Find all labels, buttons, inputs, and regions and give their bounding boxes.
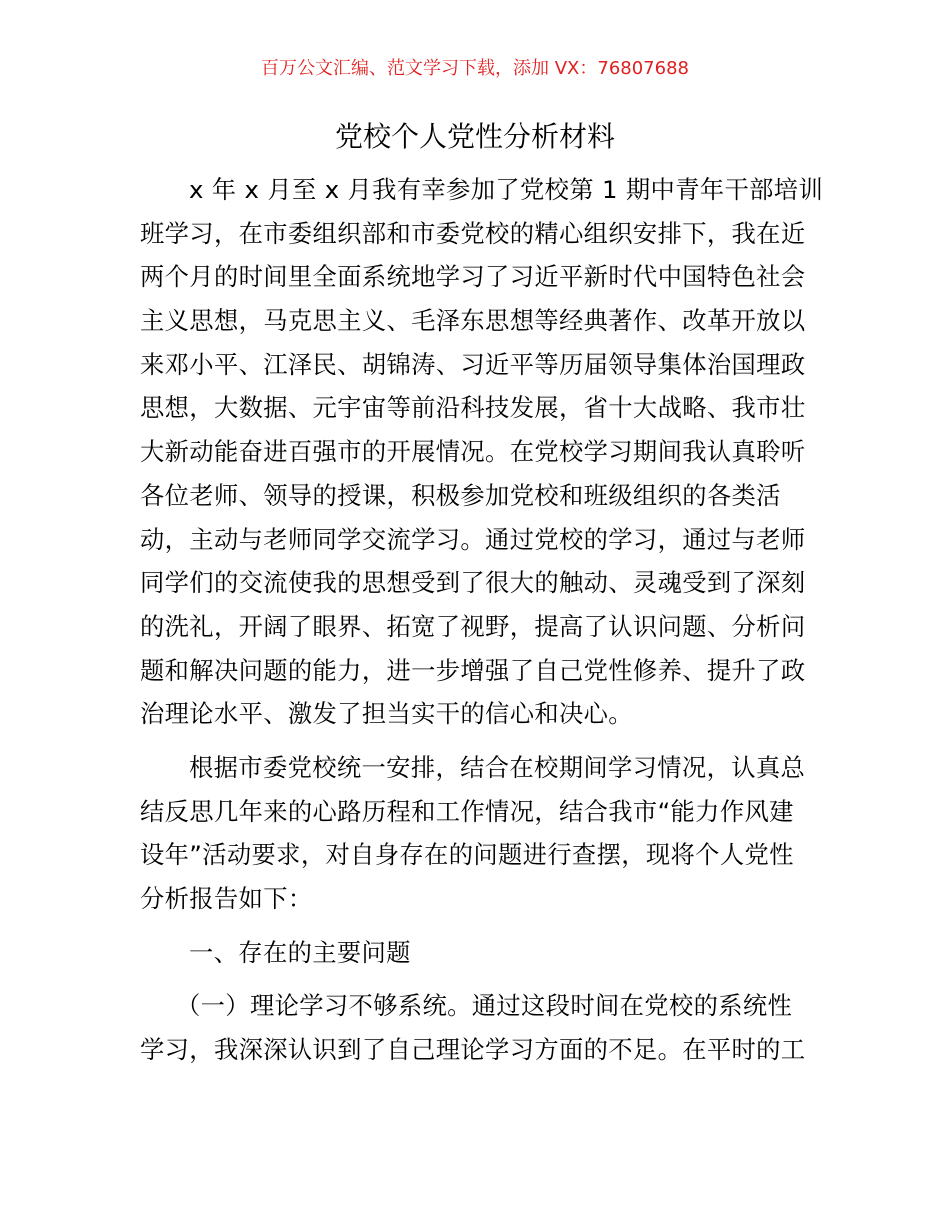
text-line: 题和解决问题的能力，进一步增强了自己党性修养、提升了政 <box>140 655 806 685</box>
text-line: 各位老师、领导的授课，积极参加党校和班级组织的各类活 <box>140 480 781 510</box>
text-line: 班学习，在市委组织部和市委党校的精心组织安排下，我在近 <box>140 218 806 248</box>
text-line: 动，主动与老师同学交流学习。通过党校的学习，通过与老师 <box>140 524 806 554</box>
text-line: 大新动能奋进百强市的开展情况。在党校学习期间我认真聆听 <box>140 437 806 467</box>
text-line: 主义思想，马克思主义、毛泽东思想等经典著作、改革开放以 <box>140 306 806 336</box>
text-line: 治理论水平、激发了担当实干的信心和决心。 <box>140 699 633 729</box>
text-line: 设年”活动要求，对自身存在的问题进行查摆，现将个人党性 <box>140 840 794 870</box>
text-line: 学习，我深深认识到了自己理论学习方面的不足。在平时的工 <box>140 1035 806 1065</box>
text-line: 根据市委党校统一安排，结合在校期间学习情况，认真总 <box>189 752 806 782</box>
paragraph-arrangement <box>140 746 812 921</box>
paragraph-intro <box>140 168 824 736</box>
text-line: 来邓小平、江泽民、胡锦涛、习近平等历届领导集体治国理政 <box>140 349 806 379</box>
paragraph-spacer <box>140 974 812 984</box>
paragraph-spacer <box>140 921 812 931</box>
document-title: 党校个人党性分析材料 <box>334 120 615 153</box>
text-line: 结反思几年来的心路历程和工作情况，结合我市“能力作风建 <box>140 796 794 826</box>
text-line: x 年 x 月至 x 月我有幸参加了党校第 1 期中青年干部培训 <box>189 175 824 204</box>
text-line: （一）理论学习不够系统。通过这段时间在党校的系统性 <box>176 991 793 1021</box>
text-line: 思想，大数据、元宇宙等前沿科技发展，省十大战略、我市壮 <box>140 393 806 423</box>
document-body <box>140 168 824 1072</box>
text-line: 两个月的时间里全面系统地学习了习近平新时代中国特色社会 <box>140 262 806 292</box>
section-heading: 一、存在的主要问题 <box>189 937 411 967</box>
text-line: 的洗礼，开阔了眼界、拓宽了视野，提高了认识问题、分析问 <box>140 611 806 641</box>
watermark-banner <box>0 57 950 81</box>
paragraph-problem-1 <box>140 984 812 1071</box>
paragraph-spacer <box>140 736 812 746</box>
text-line: 同学们的交流使我的思想受到了很大的触动、灵魂受到了深刻 <box>140 568 806 598</box>
watermark-text: 百万公文汇编、范文学习下载，添加 VX：76807688 <box>261 58 689 79</box>
text-line: 分析报告如下： <box>140 884 313 913</box>
